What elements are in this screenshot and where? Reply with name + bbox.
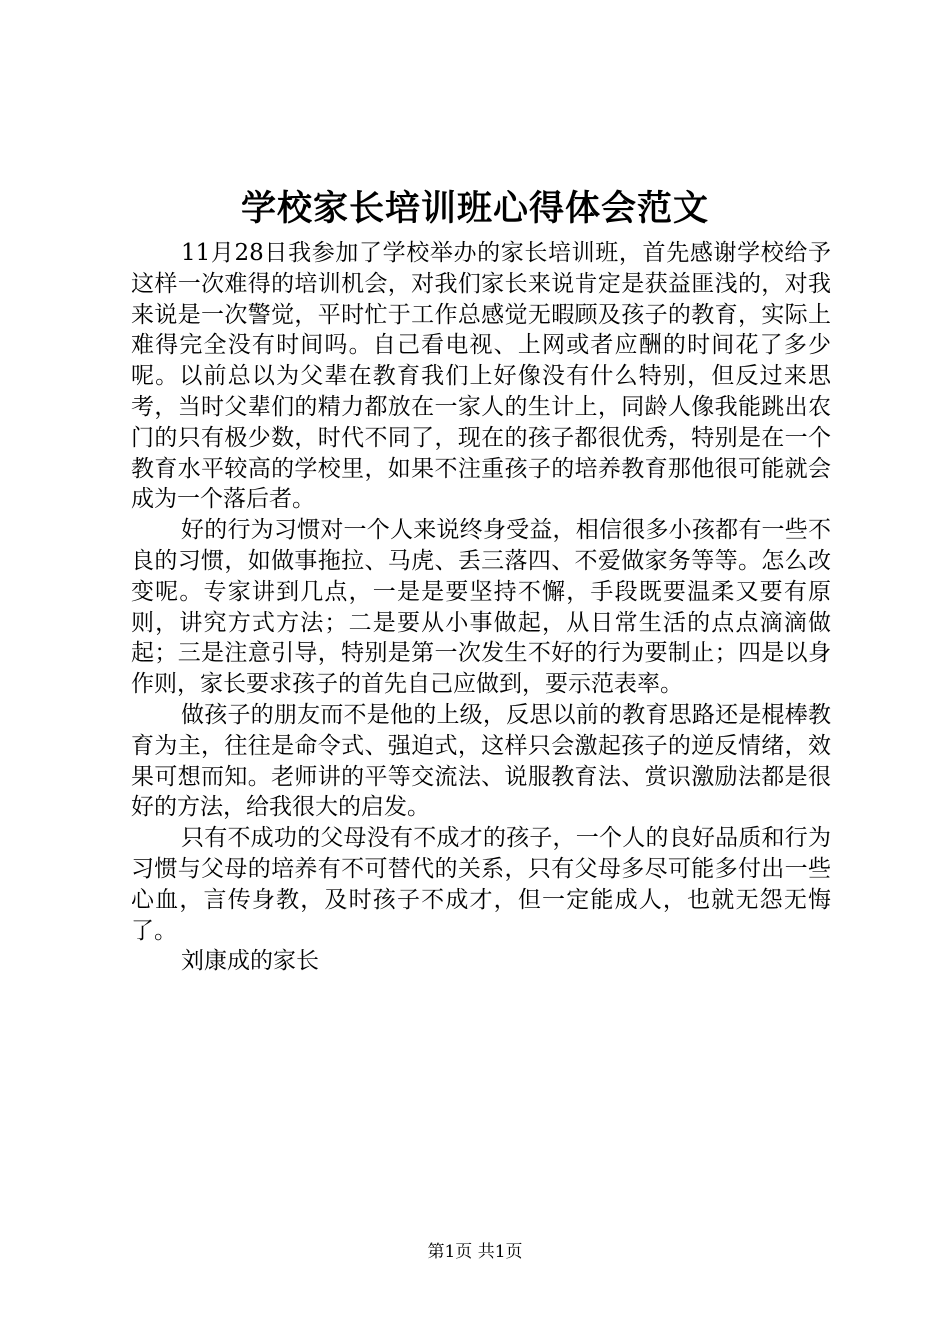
paragraph-4: 只有不成功的父母没有不成才的孩子，一个人的良好品质和行为习惯与父母的培养有不可替代的关系，只有父母多尽可能多付出一些心血，言传身教，及时孩子不成才，但一定能成人，也就无怨无悔了。 [131, 825, 831, 944]
document-body [131, 238, 831, 977]
signature: 刘康成的家长 [181, 948, 319, 975]
paragraph-1: 11月28日我参加了学校举办的家长培训班，首先感谢学校给予这样一次难得的培训机会，对我们家长来说肯定是获益匪浅的，对我来说是一次警觉，平时忙于工作总感觉无暇顾及孩子的教育，实际上难得完全没有时间吗。自己看电视、上网或者应酬的时间花了多少呢。以前总以为父辈在教育我们上好像没有什么特别，但反过来思考，当时父辈们的精力都放在一家人的生计上，同龄人像我能跳出农门的只有极少数，时代不同了，现在的孩子都很优秀，特别是在一个教育水平较高的学校里，如果不注重孩子的培养教育那他很可能就会成为一个落后者。 [131, 240, 831, 513]
paragraph-3: 做孩子的朋友而不是他的上级，反思以前的教育思路还是棍棒教育为主，往往是命令式、强迫式，这样只会激起孩子的逆反情绪，效果可想而知。老师讲的平等交流法、说服教育法、赏识激励法都是很好的方法，给我很大的启发。 [131, 701, 831, 821]
document-title: 学校家长培训班心得体会范文 [240, 188, 709, 229]
paragraph-2: 好的行为习惯对一个人来说终身受益，相信很多小孩都有一些不良的习惯，如做事拖拉、马虎、丢三落四、不爱做家务等等。怎么改变呢。专家讲到几点，一是是要坚持不懈，手段既要温柔又要有原则，讲究方式方法；二是要从小事做起，从日常生活的点点滴滴做起；三是注意引导，特别是第一次发生不好的行为要制止；四是以身作则，家长要求孩子的首先自己应做到，要示范表率。 [131, 517, 831, 698]
page-footer: 第1页 共1页 [427, 1242, 523, 1262]
